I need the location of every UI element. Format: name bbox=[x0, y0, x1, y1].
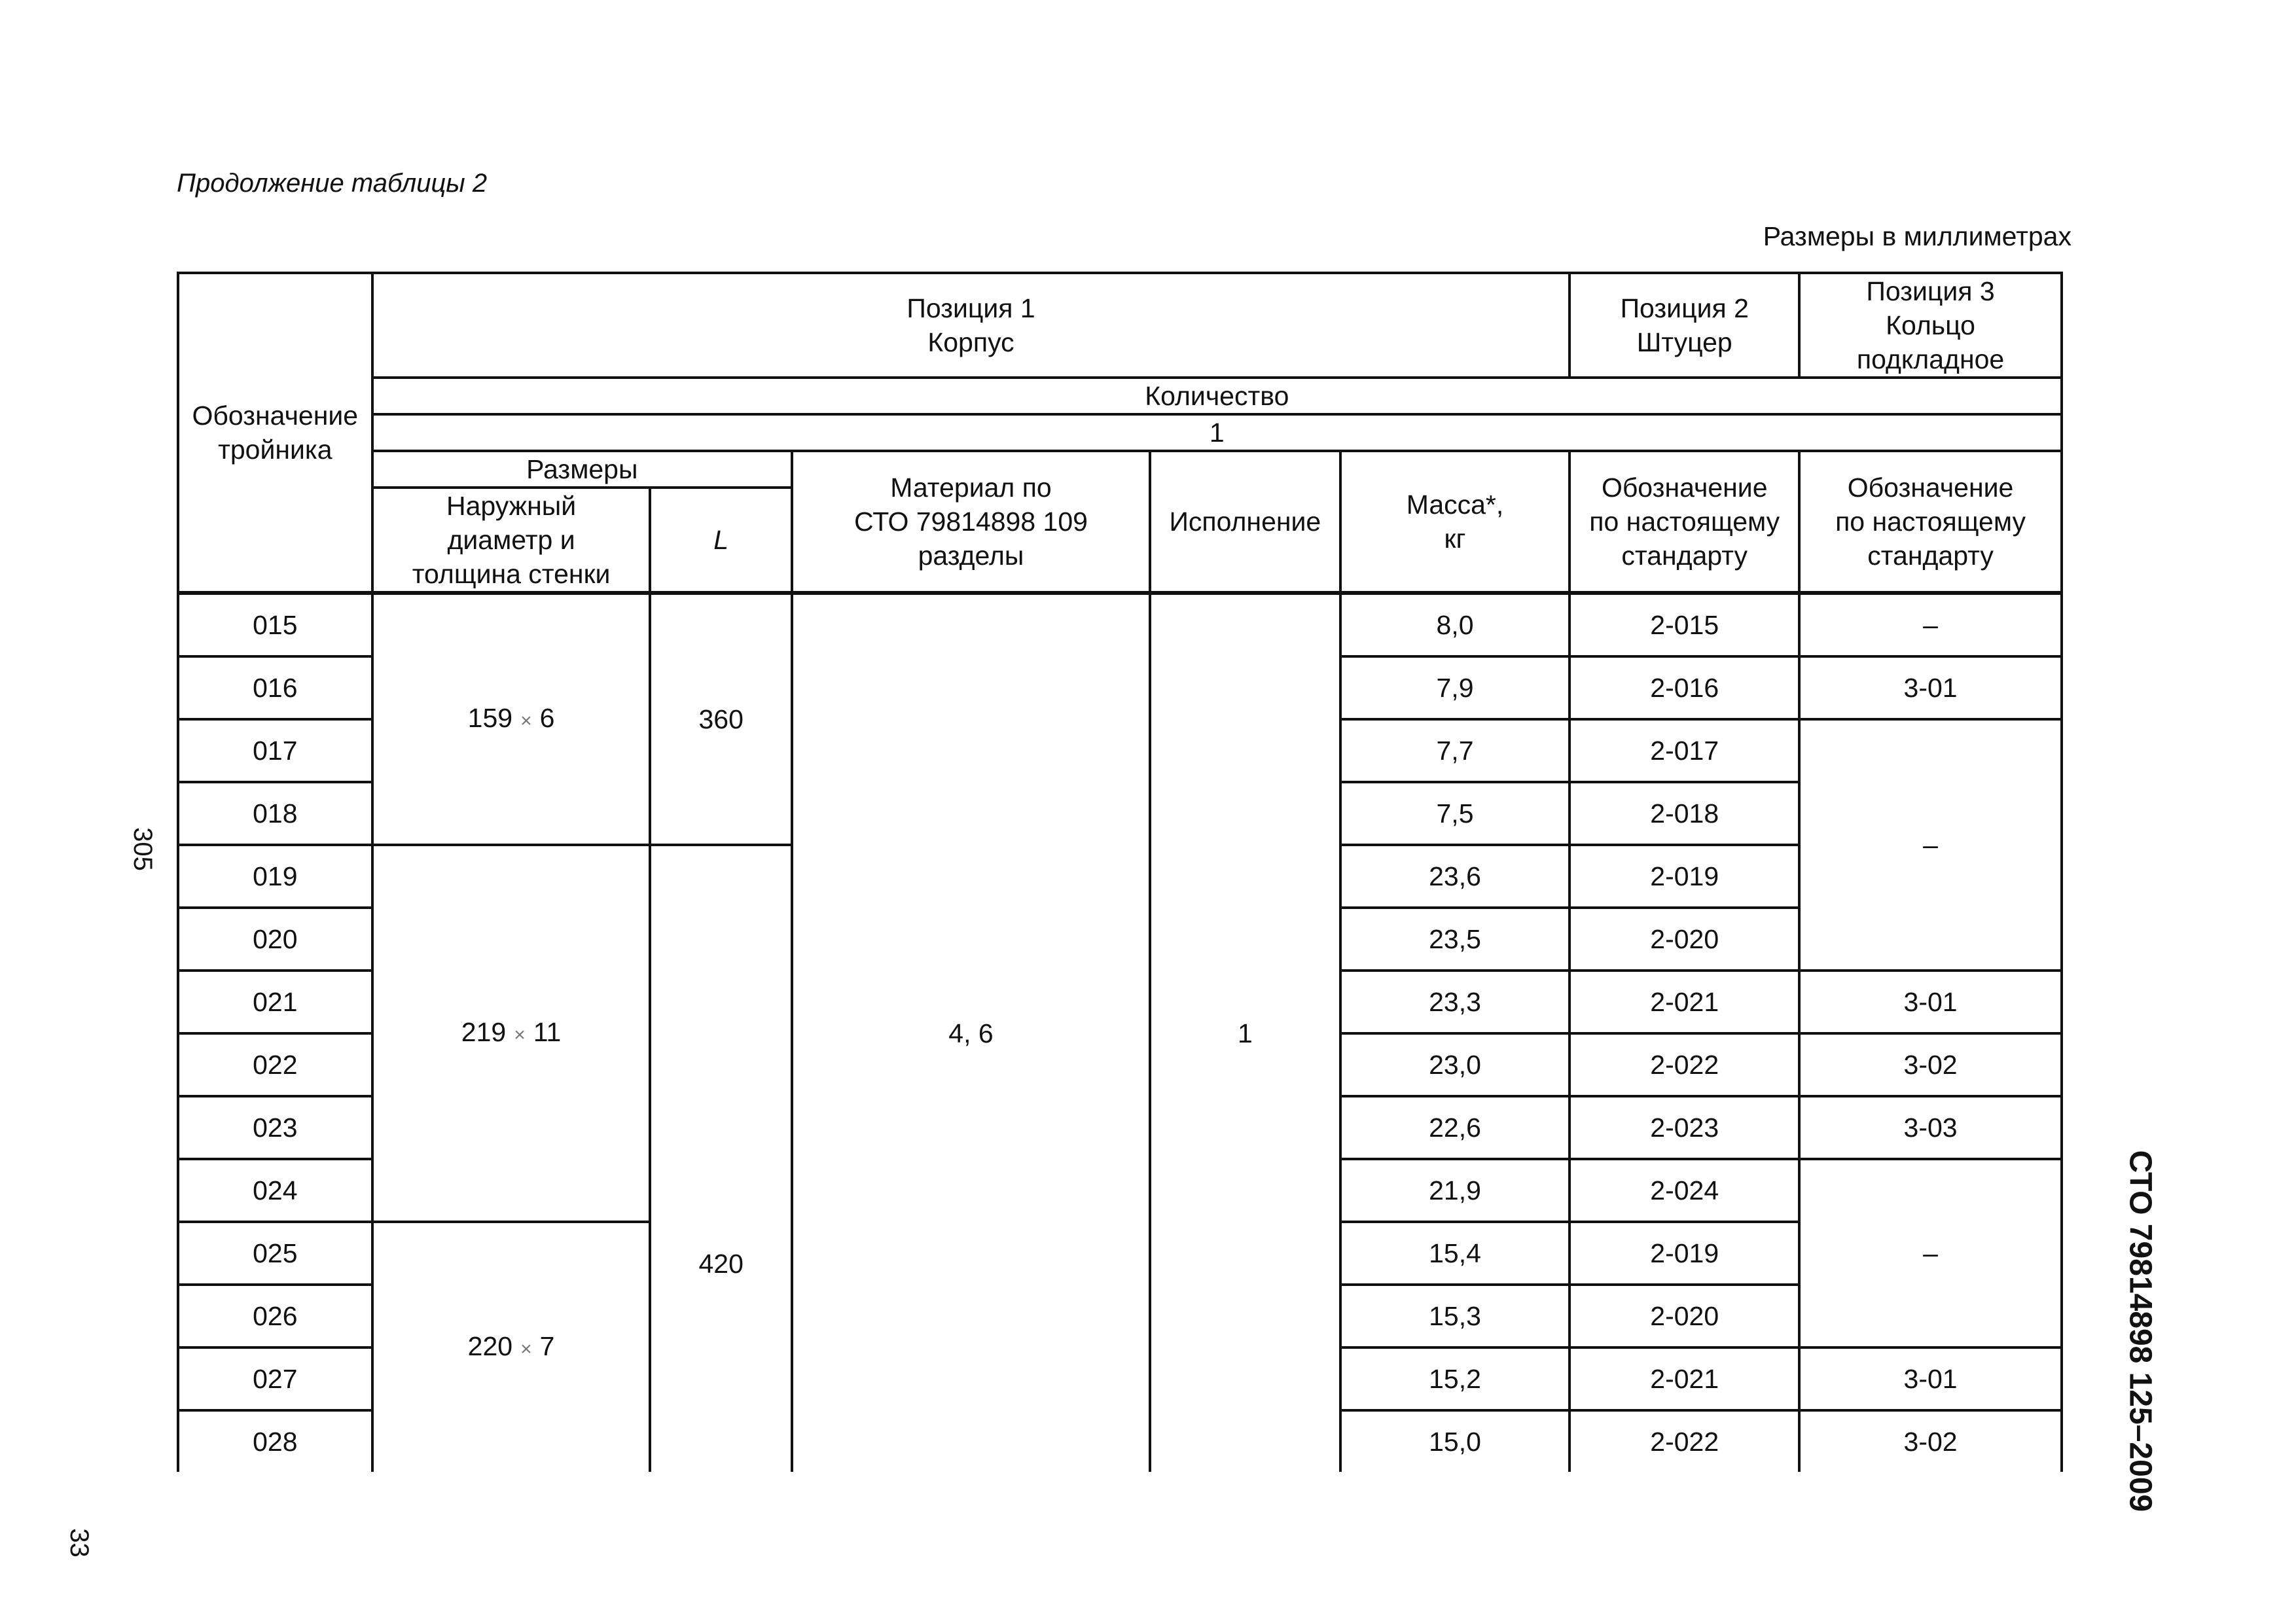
row-designation: 026 bbox=[178, 1285, 372, 1347]
row-pos3: – bbox=[1799, 593, 2062, 656]
row-designation: 018 bbox=[178, 782, 372, 845]
header-position-3: Позиция 3 Кольцо подкладное bbox=[1799, 273, 2062, 378]
row-designation: 027 bbox=[178, 1347, 372, 1410]
row-pos2: 2-021 bbox=[1570, 971, 1799, 1033]
header-mass: Масса*, кг bbox=[1340, 451, 1570, 593]
header-pos2-designation: Обозначение по настоящему стандарту bbox=[1570, 451, 1799, 593]
row-designation: 019 bbox=[178, 845, 372, 908]
row-mass: 15,4 bbox=[1340, 1222, 1570, 1285]
row-mass: 23,6 bbox=[1340, 845, 1570, 908]
row-mass: 8,0 bbox=[1340, 593, 1570, 656]
side-page-number: 305 bbox=[128, 827, 157, 871]
row-designation: 017 bbox=[178, 719, 372, 782]
size-cell-159: 159 × 6 bbox=[372, 593, 651, 845]
row-pos2: 2-021 bbox=[1570, 1347, 1799, 1410]
header-pos3-designation: Обозначение по настоящему стандарту bbox=[1799, 451, 2062, 593]
row-designation: 016 bbox=[178, 656, 372, 719]
header-length: L bbox=[650, 488, 791, 593]
length-cell-420: 420 bbox=[650, 845, 791, 1472]
row-pos2: 2-022 bbox=[1570, 1410, 1799, 1472]
header-outer-diameter: Наружный диаметр и толщина стенки bbox=[372, 488, 651, 593]
row-mass: 7,7 bbox=[1340, 719, 1570, 782]
row-pos3: 3-01 bbox=[1799, 971, 2062, 1033]
row-designation: 023 bbox=[178, 1096, 372, 1159]
execution-cell: 1 bbox=[1150, 593, 1340, 1472]
row-pos3: 3-01 bbox=[1799, 1347, 2062, 1410]
row-mass: 7,9 bbox=[1340, 656, 1570, 719]
row-mass: 23,5 bbox=[1340, 908, 1570, 971]
material-cell: 4, 6 bbox=[792, 593, 1150, 1472]
header-quantity: Количество bbox=[372, 378, 2062, 414]
standard-label: СТО 79814898 125–2009 bbox=[2123, 1150, 2158, 1512]
row-designation: 022 bbox=[178, 1033, 372, 1096]
parts-table bbox=[177, 272, 2063, 1472]
row-pos2: 2-017 bbox=[1570, 719, 1799, 782]
row-designation: 020 bbox=[178, 908, 372, 971]
header-material: Материал по СТО 79814898 109 разделы bbox=[792, 451, 1150, 593]
size-cell-220: 220 × 7 bbox=[372, 1222, 651, 1472]
row-mass: 7,5 bbox=[1340, 782, 1570, 845]
units-note: Размеры в миллиметрах bbox=[1763, 221, 2072, 251]
bottom-page-number: 33 bbox=[64, 1528, 94, 1558]
header-position-1: Позиция 1 Корпус bbox=[372, 273, 1570, 378]
row-mass: 23,0 bbox=[1340, 1033, 1570, 1096]
size-cell-219: 219 × 11 bbox=[372, 845, 651, 1222]
row-designation: 028 bbox=[178, 1410, 372, 1472]
row-pos2: 2-019 bbox=[1570, 845, 1799, 908]
row-mass: 15,3 bbox=[1340, 1285, 1570, 1347]
row-pos2: 2-022 bbox=[1570, 1033, 1799, 1096]
row-pos2: 2-016 bbox=[1570, 656, 1799, 719]
row-pos3: 3-01 bbox=[1799, 656, 2062, 719]
row-pos2: 2-024 bbox=[1570, 1159, 1799, 1222]
header-sizes: Размеры bbox=[372, 451, 792, 488]
row-pos3: 3-03 bbox=[1799, 1096, 2062, 1159]
table-caption: Продолжение таблицы 2 bbox=[177, 169, 488, 198]
row-mass: 15,2 bbox=[1340, 1347, 1570, 1410]
row-pos3-merged: – bbox=[1799, 1159, 2062, 1347]
row-pos2: 2-020 bbox=[1570, 908, 1799, 971]
row-mass: 23,3 bbox=[1340, 971, 1570, 1033]
header-execution: Исполнение bbox=[1150, 451, 1340, 593]
row-pos2: 2-020 bbox=[1570, 1285, 1799, 1347]
row-designation: 024 bbox=[178, 1159, 372, 1222]
row-designation: 025 bbox=[178, 1222, 372, 1285]
row-pos2: 2-015 bbox=[1570, 593, 1799, 656]
row-pos2: 2-018 bbox=[1570, 782, 1799, 845]
row-mass: 21,9 bbox=[1340, 1159, 1570, 1222]
header-designation: Обозначение тройника bbox=[178, 273, 372, 593]
row-mass: 22,6 bbox=[1340, 1096, 1570, 1159]
row-pos2: 2-023 bbox=[1570, 1096, 1799, 1159]
row-pos3: 3-02 bbox=[1799, 1033, 2062, 1096]
row-pos2: 2-019 bbox=[1570, 1222, 1799, 1285]
length-cell-360: 360 bbox=[650, 593, 791, 845]
row-designation: 021 bbox=[178, 971, 372, 1033]
row-pos3-merged: – bbox=[1799, 719, 2062, 971]
header-quantity-value: 1 bbox=[372, 414, 2062, 451]
row-designation: 015 bbox=[178, 593, 372, 656]
row-mass: 15,0 bbox=[1340, 1410, 1570, 1472]
row-pos3: 3-02 bbox=[1799, 1410, 2062, 1472]
header-position-2: Позиция 2 Штуцер bbox=[1570, 273, 1799, 378]
